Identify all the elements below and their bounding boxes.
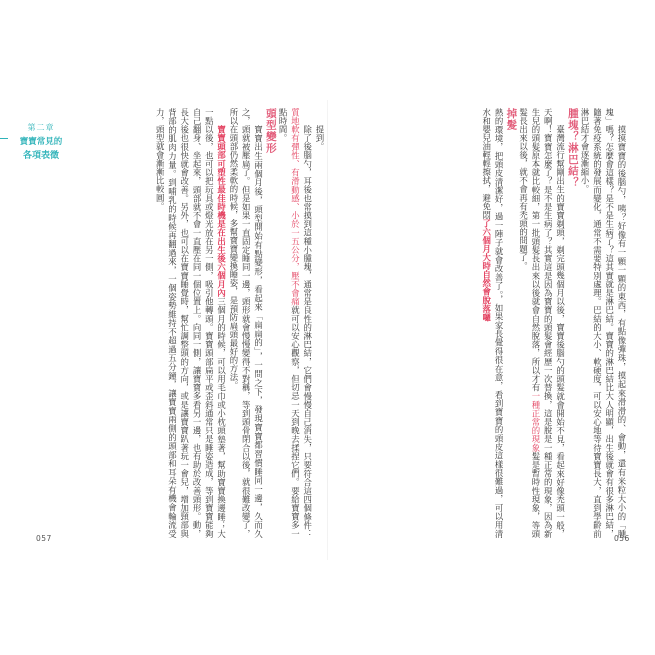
paragraph: 寶寶出生兩個月後，頭型開始有點變形，看起來「扁扁的」，一問之下，發現寶寶都習慣睡同一邊，久而久之，頭就被壓扁了。但是如果一直固定睡同一邊，頭形就會慢慢變得不對稱，等到頭骨閉合以後，就很難改變了，所以在頭部仍然柔軟的時候，多幫寶寶變換睡姿，是預防扁頭最好的方法。	[228, 108, 264, 538]
chapter-number: 第二章	[27, 123, 55, 132]
paragraph: 提到。	[315, 124, 325, 151]
section-heading-hair-loss: 掉髮	[505, 108, 518, 131]
callout-text: 了六個月大時自然會脫落囉	[481, 219, 492, 322]
emphasis-text: 五公分，壓不會痛	[290, 237, 301, 306]
emphasis-text: 一種正常的現象	[530, 391, 541, 453]
paragraph: 除了後腦勺，耳後也常摸到這種小腫塊，通常是良性的淋巴結，它們會慢慢自己消失，只要符合這四個條件：質地軟有彈性、有滑動感、小於一五公分，壓不會痛就可以安心觀察，但切忌一天到晚去揉捏它們。要給寶寶多一點時間。	[278, 108, 313, 538]
paragraph: 熱的環境，把頭皮清潔好，過一陣子就會改善了。，如果家長覺得很在意，看到寶寶的頭皮這樣很難過，可以用清水和嬰兒油輕輕擦拭，避免悶了六個月大時自然會脫落囉	[481, 108, 505, 539]
page-gutter	[327, 100, 328, 560]
callout-text: 寶寶頭部可塑性最佳時機是在出生後六個月內	[216, 124, 227, 297]
section-heading-head-shape: 頭型變形	[264, 108, 277, 154]
right-page-body	[332, 108, 628, 538]
chapter-title-line1: 寶寶常見的	[19, 137, 63, 147]
paragraph: 寶寶頭部可塑性最佳時機是在出生後六個月內三個月的時候，可以用毛巾或小枕頭墊著，幫助寶寶換邊睡；大一點以後，也可以把玩具或燈光放在另一側，吸引他轉頭。寶寶頭部扁平或歪斜通常只是睡姿造成，等到寶寶能夠自己翻身、坐起來，頭部就不會一直壓在同一個位置上。向同一側，讓寶寶多看另一邊，也有助於改善頭形。動，長大後也很快就會改善。另外，也可以在寶寶睡覺時，幫忙調整頭的方向，或是讓寶寶趴著玩一會兒，增加頸部與背部的肌肉力量。到哺乳的時候再翻過來，一個姿勢維持不超過五分鐘，讓寶寶兩側的頭部和耳朵有機會輪流受力，頭型就會漸漸比較圓。	[155, 108, 227, 539]
chapter-marker-line	[0, 138, 8, 139]
page-number-right: 056	[614, 534, 630, 543]
chapter-title-line2: 各項表徵	[22, 151, 59, 161]
right-page	[332, 108, 628, 548]
left-page-body	[28, 108, 326, 538]
emphasis-text: 質地軟有彈性、有滑動感、小於一	[290, 108, 301, 238]
left-page	[28, 108, 326, 548]
section-heading-lymph: 腫塊？淋巴結？	[566, 108, 579, 189]
paragraph: 摸摸寶寶的後腦勺，咦？好像有一顆一顆的東西，有點像彈珠，摸起來滑滑的、會動，還有米粒大小的「腫塊」嗎？怎麼會這樣？是不是生病了？這其實就是淋巴結。寶寶的淋巴結比大人明顯，出生後就會有很多淋巴結，隨著免疫系統的發展而變化，通常不需要特別處理。巴結的大小、軟硬度，可以安心地等待寶寶長大，直到學齡前淋巴結才會逐漸縮小。	[580, 108, 627, 538]
page-number-left: 057	[36, 534, 52, 543]
paragraph: 臺灣流行幫剛出生的寶寶剃頭，剃完頭幾個月以後，寶寶後腦勺的頭髮就會開始不見，看起來好像禿頭一般，天啊！寶寶怎麼了？是不是生病了？其實這是因為寶寶的頭髮會經歷一次替換，這是脫是一種正常的現象，因為新生兒的頭髮原本就比較細，第一批頭髮長出來以後就會自然脫落，所以才有一種正常的現象髮是暫時性現象，等頭髮長出來以後，就不會再有禿頭的問題了。	[518, 108, 566, 539]
